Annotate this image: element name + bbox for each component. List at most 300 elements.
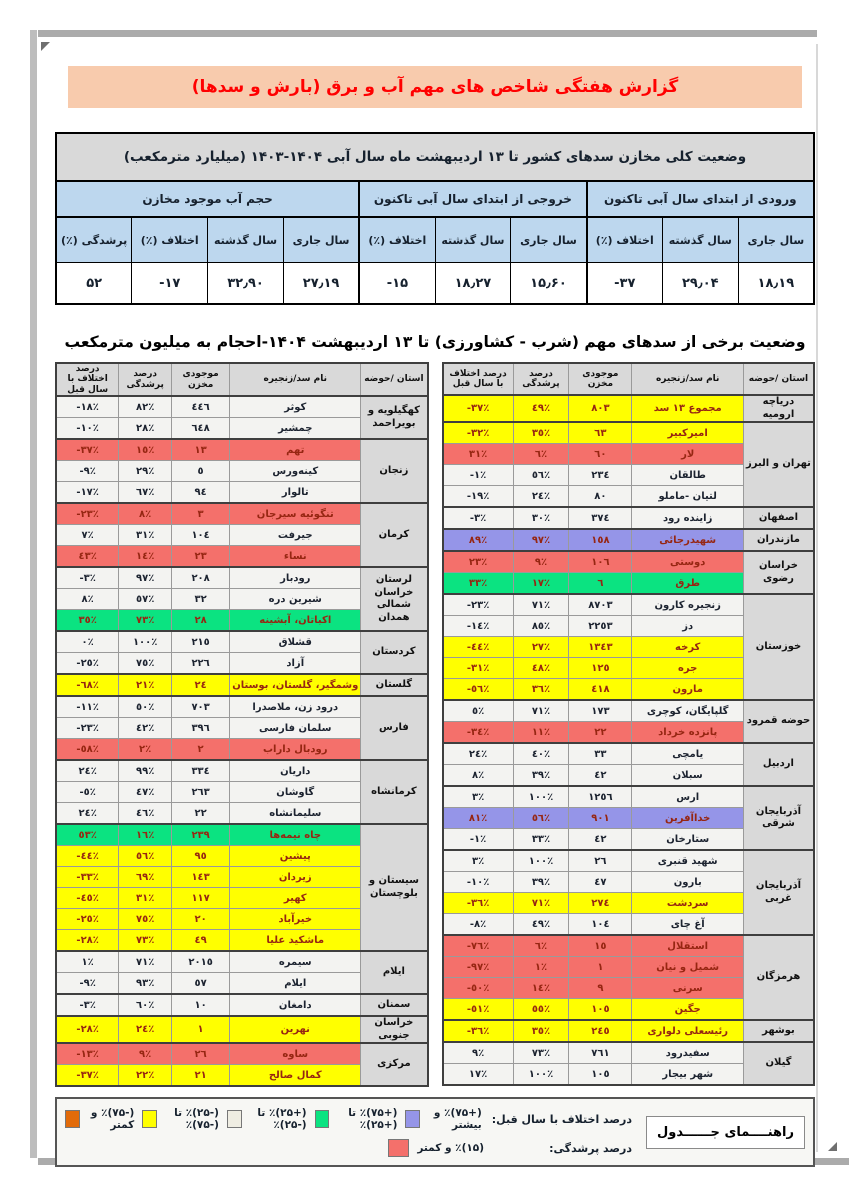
dam-row <box>56 994 428 1016</box>
dam-storage-cell: ١١٧ <box>172 888 230 909</box>
dam-storage-cell: ٧٦١ <box>569 1042 632 1064</box>
province-name: هرمزگان <box>756 971 801 983</box>
dam-row <box>443 529 815 551</box>
report-content <box>55 60 815 1167</box>
dam-fill-percent-cell: ٧٣٪ <box>513 1042 569 1064</box>
frame-corner-marker-bottom <box>828 1142 837 1151</box>
dam-diff-percent-cell: ١٧٪ <box>443 1064 514 1086</box>
dam-row <box>56 503 428 525</box>
province-name: خراسان رضوی <box>758 560 798 584</box>
dams-column-header: درصد اختلاف با سال قبل <box>443 363 514 395</box>
province-name: اردبیل <box>762 758 794 770</box>
dam-name-cell: سردشت <box>632 893 743 914</box>
dam-name-cell: شیرین دره <box>230 589 361 610</box>
summary-table <box>55 132 815 305</box>
dam-name-cell: ایلام <box>230 973 361 995</box>
dam-diff-percent-cell: ٣١٪ <box>443 444 514 465</box>
province-cell <box>743 743 814 786</box>
dam-name-cell: رئیسعلی دلواری <box>632 1020 743 1042</box>
dam-fill-percent-cell: ٧١٪ <box>513 700 569 722</box>
dam-name-cell: طرق <box>632 573 743 595</box>
dam-fill-percent-cell: ٤٠٪ <box>513 743 569 765</box>
dam-row <box>56 1016 428 1043</box>
dam-fill-percent-cell: ٧٥٪ <box>119 909 172 930</box>
province-name: گیلان <box>765 1057 792 1069</box>
dam-diff-percent-cell: -٣٧٪ <box>56 1065 119 1087</box>
dam-row <box>56 760 428 782</box>
dam-storage-cell: ٢٣٩ <box>172 824 230 846</box>
dam-name-cell: ستارخان <box>632 829 743 851</box>
dams-column-header: نام سد/زنجیره <box>632 363 743 395</box>
dam-fill-percent-cell: ٣٩٪ <box>513 765 569 787</box>
dam-storage-cell: ٩٥ <box>172 846 230 867</box>
dam-diff-percent-cell: -٩٪ <box>56 461 119 482</box>
legend-item-text: (-۷۵)٪ و کمتر <box>90 1107 135 1132</box>
dam-name-cell: طالقان <box>632 465 743 486</box>
dam-diff-percent-cell: ٤٣٪ <box>56 546 119 568</box>
dam-fill-percent-cell: ٢١٪ <box>119 674 172 696</box>
dam-fill-percent-cell: ٤٢٪ <box>119 718 172 739</box>
dam-storage-cell: ٢ <box>172 739 230 761</box>
dam-row <box>56 951 428 973</box>
dam-fill-percent-cell: ٣٠٪ <box>513 507 569 529</box>
dam-fill-percent-cell: ١٦٪ <box>119 824 172 846</box>
dam-row <box>56 696 428 718</box>
yellow-swatch <box>142 1110 157 1128</box>
dam-name-cell: پیشین <box>230 846 361 867</box>
dam-storage-cell: ٢٢ <box>172 803 230 825</box>
dam-name-cell: امیرکبیر <box>632 422 743 444</box>
dam-diff-percent-cell: ٨٪ <box>443 765 514 787</box>
dam-storage-cell: ٩٤ <box>172 482 230 504</box>
dam-name-cell: گلپایگان، کوچری <box>632 700 743 722</box>
dam-diff-percent-cell: -١١٪ <box>56 696 119 718</box>
dams-column-header: استان /حوضه <box>743 363 814 395</box>
dam-diff-percent-cell: -٣٧٪ <box>443 395 514 422</box>
frame-left-bar <box>30 30 37 1158</box>
dam-name-cell: جره <box>632 658 743 679</box>
dam-row <box>443 1042 815 1064</box>
legend <box>55 1097 815 1167</box>
province-cell <box>361 567 428 631</box>
province-name: لرستان <box>375 574 412 586</box>
report-title-text: گزارش هفتگی شاخص های مهم آب و برق (بارش و سدها) <box>191 77 679 97</box>
dam-diff-percent-cell: ٩٪ <box>443 1042 514 1064</box>
province-name: همدان <box>378 611 410 623</box>
dam-storage-cell: ١٣٤٣ <box>569 637 632 658</box>
dam-fill-percent-cell: ١١٪ <box>513 722 569 744</box>
summary-value: ۲۷٫۱۹ <box>283 263 359 305</box>
dam-name-cell: کینه‌ورس <box>230 461 361 482</box>
dam-fill-percent-cell: ٣٩٪ <box>513 872 569 893</box>
dam-fill-percent-cell: ٣٦٪ <box>513 679 569 701</box>
dam-storage-cell: ١٢٥ <box>569 658 632 679</box>
dam-storage-cell: ١٣ <box>172 439 230 461</box>
dam-diff-percent-cell: -٥٪ <box>56 782 119 803</box>
dam-name-cell: گاوشان <box>230 782 361 803</box>
province-cell <box>743 594 814 700</box>
dam-storage-cell: ٦ <box>569 573 632 595</box>
province-name: تهران و البرز <box>745 458 811 470</box>
dam-name-cell: ساوه <box>230 1043 361 1065</box>
dam-diff-percent-cell: -٧٦٪ <box>443 935 514 957</box>
dams-column-header: درصد پرشدگی <box>513 363 569 395</box>
dam-row <box>56 396 428 418</box>
dam-diff-percent-cell: -٢٣٪ <box>56 718 119 739</box>
province-name: خوزستان <box>755 640 802 652</box>
dam-diff-percent-cell: -١٧٪ <box>56 482 119 504</box>
dam-diff-percent-cell: -٤٤٪ <box>443 637 514 658</box>
legend-row-label: درصد اختلاف با سال قبل: <box>491 1112 633 1126</box>
report-title <box>68 66 802 108</box>
dam-storage-cell: ٣٣٤ <box>172 760 230 782</box>
summary-value: -۳۷ <box>587 263 663 305</box>
legend-item <box>315 1107 398 1131</box>
dam-storage-cell: ٢١٥ <box>172 631 230 653</box>
province-name: آذربایجان غربی <box>755 880 801 904</box>
province-cell <box>743 1020 814 1042</box>
dam-row <box>443 786 815 808</box>
province-cell <box>361 824 428 951</box>
dam-name-cell: لتیان -ماملو <box>632 486 743 508</box>
dams-column-header: درصد پرشدگی <box>119 363 172 396</box>
summary-column-label: اختلاف (٪) <box>359 217 435 263</box>
summary-column-label: سال جاری <box>738 217 814 263</box>
legend-items <box>65 1107 482 1131</box>
dams-column-header: استان /حوضه <box>361 363 428 396</box>
province-cell <box>743 850 814 935</box>
dam-fill-percent-cell: ٣١٪ <box>119 525 172 546</box>
dam-diff-percent-cell: -٣٦٪ <box>443 1020 514 1042</box>
dam-row <box>56 567 428 589</box>
dam-diff-percent-cell: ٧٪ <box>56 525 119 546</box>
dam-name-cell: ماشکید علیا <box>230 930 361 952</box>
province-cell <box>743 700 814 743</box>
dam-row <box>443 850 815 872</box>
dam-storage-cell: ١٤٣ <box>172 867 230 888</box>
dam-diff-percent-cell: ٨٩٪ <box>443 529 514 551</box>
dam-diff-percent-cell: ٥٣٪ <box>56 824 119 846</box>
province-name: سمنان <box>377 998 411 1010</box>
dam-storage-cell: ٦٣ <box>569 422 632 444</box>
dam-row <box>56 674 428 696</box>
summary-value: ۱۸٫۱۹ <box>738 263 814 305</box>
dam-diff-percent-cell: -٤٤٪ <box>56 846 119 867</box>
dam-name-cell: دامغان <box>230 994 361 1016</box>
dam-name-cell: رودبار <box>230 567 361 589</box>
dam-fill-percent-cell: ١٤٪ <box>119 546 172 568</box>
province-cell <box>743 507 814 529</box>
legend-item <box>388 1139 484 1157</box>
dam-storage-cell: ٢٢ <box>569 722 632 744</box>
dam-storage-cell: ١٢٥٦ <box>569 786 632 808</box>
dam-storage-cell: ١ <box>569 957 632 978</box>
dam-row <box>443 935 815 957</box>
dam-fill-percent-cell: ٩٧٪ <box>119 567 172 589</box>
summary-value: -۱۷ <box>132 263 208 305</box>
dams-column-header: موجودی مخزن <box>569 363 632 395</box>
dam-diff-percent-cell: -٢٥٪ <box>56 909 119 930</box>
dam-storage-cell: ٥ <box>172 461 230 482</box>
province-name: حوضه قمرود <box>746 715 811 727</box>
dam-fill-percent-cell: ٢٤٪ <box>119 1016 172 1043</box>
dam-storage-cell: ٥٧ <box>172 973 230 995</box>
dam-storage-cell: ٢٠٨ <box>172 567 230 589</box>
dam-fill-percent-cell: ٢٤٪ <box>513 486 569 508</box>
province-name: کردستان <box>372 646 416 658</box>
summary-value: ۳۲٫۹۰ <box>208 263 284 305</box>
dam-fill-percent-cell: ٩٩٪ <box>119 760 172 782</box>
dam-diff-percent-cell: ٣٥٪ <box>56 610 119 632</box>
summary-column-label: سال گذشته <box>662 217 738 263</box>
dam-fill-percent-cell: ٦٪ <box>513 444 569 465</box>
dam-fill-percent-cell: ٦٠٪ <box>119 994 172 1016</box>
dam-fill-percent-cell: ١٠٠٪ <box>513 786 569 808</box>
dam-row <box>443 422 815 444</box>
dam-fill-percent-cell: ٨٢٪ <box>119 396 172 418</box>
dam-fill-percent-cell: ٥٥٪ <box>513 999 569 1021</box>
dam-name-cell: خداآفرین <box>632 808 743 829</box>
dam-diff-percent-cell: -٣١٪ <box>443 658 514 679</box>
orange-swatch <box>65 1110 80 1128</box>
dam-name-cell: سبلان <box>632 765 743 787</box>
dam-fill-percent-cell: ٣٥٪ <box>513 422 569 444</box>
dam-storage-cell: ٩ <box>569 978 632 999</box>
dam-name-cell: نساء <box>230 546 361 568</box>
dam-name-cell: تالوار <box>230 482 361 504</box>
summary-group-label: ورودی از ابتدای سال آبی تاکنون <box>587 181 814 217</box>
dam-name-cell: چمشیر <box>230 418 361 440</box>
province-name: فارس <box>378 721 409 733</box>
dams-column-header: موجودی مخزن <box>172 363 230 396</box>
dam-fill-percent-cell: ٩٪ <box>119 1043 172 1065</box>
dam-fill-percent-cell: ٢٨٪ <box>119 418 172 440</box>
legend-item <box>142 1107 219 1131</box>
dam-diff-percent-cell: ٢٤٪ <box>443 743 514 765</box>
summary-caption: وضعیت کلی مخازن سدهای کشور تا ۱۳ اردیبهشت ماه سال آبی ۱۴۰۴-۱۴۰۳ (میلیارد مترمکعب) <box>56 133 814 181</box>
dam-storage-cell: ١٠٥ <box>569 1064 632 1086</box>
summary-column-label: سال گذشته <box>208 217 284 263</box>
dam-name-cell: دوستی <box>632 551 743 573</box>
dam-fill-percent-cell: ٨٥٪ <box>513 616 569 637</box>
dam-diff-percent-cell: -٣٤٪ <box>443 722 514 744</box>
dam-storage-cell: ٢٤٥ <box>569 1020 632 1042</box>
dam-fill-percent-cell: ٥٦٪ <box>119 846 172 867</box>
dam-fill-percent-cell: ٣٥٪ <box>513 1020 569 1042</box>
dam-storage-cell: ٢٠١٥ <box>172 951 230 973</box>
dam-storage-cell: ٣ <box>172 503 230 525</box>
dam-storage-cell: ١٧٣ <box>569 700 632 722</box>
dam-name-cell: آغ چای <box>632 914 743 936</box>
dam-storage-cell: ٢٦ <box>172 1043 230 1065</box>
dam-storage-cell: ١٠٤ <box>172 525 230 546</box>
dam-diff-percent-cell: ٨١٪ <box>443 808 514 829</box>
dam-fill-percent-cell: ٧١٪ <box>513 594 569 616</box>
dam-name-cell: دز <box>632 616 743 637</box>
dam-diff-percent-cell: ٥٪ <box>443 700 514 722</box>
dam-storage-cell: ١ <box>172 1016 230 1043</box>
dam-fill-percent-cell: ٦٩٪ <box>119 867 172 888</box>
dam-row <box>443 700 815 722</box>
legend-item <box>65 1107 134 1131</box>
summary-column-label: سال جاری <box>511 217 587 263</box>
dam-name-cell: بارون <box>632 872 743 893</box>
legend-item-text: (+۷۵)٪ و بیشتر <box>433 1107 482 1132</box>
province-name: آذربایجان شرقی <box>755 805 801 829</box>
dams-table-left <box>55 362 429 1087</box>
frame-top-bar <box>38 30 817 37</box>
dam-fill-percent-cell: ٥٦٪ <box>513 808 569 829</box>
dam-diff-percent-cell: -١٩٪ <box>443 486 514 508</box>
dam-name-cell: چاه نیمه‌ها <box>230 824 361 846</box>
dam-name-cell: یامچی <box>632 743 743 765</box>
summary-value: ۲۹٫۰۴ <box>662 263 738 305</box>
summary-column-label: سال گذشته <box>435 217 511 263</box>
dam-storage-cell: ٨٧٠٣ <box>569 594 632 616</box>
dams-table-title-text: وضعیت برخی از سدهای مهم (شرب - کشاورزی) تا ۱۳ اردیبهشت ۱۴۰۴-احجام به میلیون مترمکعب <box>64 333 806 351</box>
dam-name-cell: مجموع ١٣ سد <box>632 395 743 422</box>
dam-storage-cell: ٣٢ <box>172 589 230 610</box>
province-cell <box>361 503 428 567</box>
dam-diff-percent-cell: ٠٪ <box>56 631 119 653</box>
dam-storage-cell: ٨٠٣ <box>569 395 632 422</box>
dam-storage-cell: ١٠٥ <box>569 999 632 1021</box>
dam-diff-percent-cell: -٣٪ <box>443 507 514 529</box>
dam-fill-percent-cell: ٧١٪ <box>513 893 569 914</box>
dams-table-right <box>442 362 816 1086</box>
dam-name-cell: سلیمانشاه <box>230 803 361 825</box>
legend-row-label: درصد پرشدگی: <box>549 1141 633 1155</box>
dam-storage-cell: ٣٧٤ <box>569 507 632 529</box>
dam-diff-percent-cell: -٤٥٪ <box>56 888 119 909</box>
dam-diff-percent-cell: -١٪ <box>443 829 514 851</box>
summary-value: ۱۵٫۶۰ <box>511 263 587 305</box>
dam-row <box>443 395 815 422</box>
province-name: دریاچه ارومیه <box>762 396 795 420</box>
dam-diff-percent-cell: -٢٣٪ <box>56 503 119 525</box>
dam-name-cell: استقلال <box>632 935 743 957</box>
dam-name-cell: کوثر <box>230 396 361 418</box>
province-name: خراسان جنوبی <box>374 1017 414 1041</box>
province-cell <box>361 674 428 696</box>
summary-caption-row <box>56 133 814 181</box>
dam-fill-percent-cell: ٤٨٪ <box>513 658 569 679</box>
dam-diff-percent-cell: -١٤٪ <box>443 616 514 637</box>
dam-name-cell: تنگوئیه سیرجان <box>230 503 361 525</box>
summary-column-label: اختلاف (٪) <box>132 217 208 263</box>
province-cell <box>361 760 428 824</box>
dam-row <box>443 1020 815 1042</box>
dam-diff-percent-cell: -٥١٪ <box>443 999 514 1021</box>
summary-value: -۱۵ <box>359 263 435 305</box>
dam-diff-percent-cell: -٥٠٪ <box>443 978 514 999</box>
dam-name-cell: درود زن، ملاصدرا <box>230 696 361 718</box>
dam-name-cell: سفیدرود <box>632 1042 743 1064</box>
beige-swatch <box>227 1110 242 1128</box>
dam-name-cell: آزاد <box>230 653 361 675</box>
dam-row <box>56 824 428 846</box>
dam-row <box>56 1043 428 1065</box>
summary-group-header-row <box>56 181 814 217</box>
dam-name-cell: داریان <box>230 760 361 782</box>
dam-name-cell: کمال صالح <box>230 1065 361 1087</box>
dam-row <box>443 507 815 529</box>
dam-storage-cell: ٤٢ <box>569 765 632 787</box>
dam-storage-cell: ٢٧٤ <box>569 893 632 914</box>
dam-diff-percent-cell: -٨٪ <box>443 914 514 936</box>
dam-storage-cell: ٦٠ <box>569 444 632 465</box>
frame-right-line <box>816 44 818 1152</box>
dam-diff-percent-cell: -٣٦٪ <box>443 893 514 914</box>
dam-storage-cell: ٢٣٤ <box>569 465 632 486</box>
dams-table-title <box>55 327 815 357</box>
dam-fill-percent-cell: ٢٩٪ <box>119 461 172 482</box>
dam-fill-percent-cell: ٩٪ <box>513 551 569 573</box>
dam-fill-percent-cell: ١٪ <box>513 957 569 978</box>
province-name: سیستان و بلوچستان <box>368 875 419 899</box>
summary-values-row <box>56 263 814 305</box>
dam-row <box>443 551 815 573</box>
summary-group-label: خروجی از ابتدای سال آبی تاکنون <box>359 181 586 217</box>
dam-fill-percent-cell: ٨٪ <box>119 503 172 525</box>
dams-column-header: نام سد/زنجیره <box>230 363 361 396</box>
dam-name-cell: شمیل و نیان <box>632 957 743 978</box>
legend-item <box>405 1107 481 1131</box>
province-name: خراسان شمالی <box>374 586 414 611</box>
dam-storage-cell: ٣٣ <box>569 743 632 765</box>
dam-diff-percent-cell: -٢٥٪ <box>56 653 119 675</box>
dam-row <box>56 439 428 461</box>
dam-name-cell: خیرآباد <box>230 909 361 930</box>
dam-fill-percent-cell: ١٥٪ <box>119 439 172 461</box>
dam-name-cell: زاینده رود <box>632 507 743 529</box>
province-name: بوشهر <box>762 1024 795 1036</box>
dam-diff-percent-cell: -٢٨٪ <box>56 930 119 952</box>
dam-fill-percent-cell: ٢٧٪ <box>513 637 569 658</box>
dam-name-cell: کرخه <box>632 637 743 658</box>
dam-diff-percent-cell: -١٪ <box>443 465 514 486</box>
dam-diff-percent-cell: -٣٧٪ <box>56 439 119 461</box>
dam-storage-cell: ٨٠ <box>569 486 632 508</box>
dam-fill-percent-cell: ٤٧٪ <box>119 782 172 803</box>
dam-fill-percent-cell: ٦٪ <box>513 935 569 957</box>
dam-storage-cell: ٢٢٦ <box>172 653 230 675</box>
dam-name-cell: قشلاق <box>230 631 361 653</box>
province-cell <box>361 951 428 994</box>
dam-diff-percent-cell: -٣٣٪ <box>56 867 119 888</box>
dam-fill-percent-cell: ٣١٪ <box>119 888 172 909</box>
dam-name-cell: وشمگیر، گلستان، بوستان <box>230 674 361 696</box>
dam-name-cell: شهید قنبری <box>632 850 743 872</box>
dam-diff-percent-cell: -٢٣٪ <box>443 594 514 616</box>
legend-item <box>227 1107 307 1131</box>
dam-fill-percent-cell: ١٠٠٪ <box>513 1064 569 1086</box>
dam-name-cell: جیرفت <box>230 525 361 546</box>
dam-row <box>443 743 815 765</box>
summary-subheader-row <box>56 217 814 263</box>
dams-tables <box>55 362 815 1087</box>
dam-fill-percent-cell: ٩٧٪ <box>513 529 569 551</box>
dam-diff-percent-cell: ٢٤٪ <box>56 803 119 825</box>
purple-swatch <box>405 1110 420 1128</box>
dam-storage-cell: ٤٩ <box>172 930 230 952</box>
dam-fill-percent-cell: ٤٩٪ <box>513 395 569 422</box>
dam-diff-percent-cell: ١٪ <box>56 951 119 973</box>
dam-fill-percent-cell: ١٠٠٪ <box>119 631 172 653</box>
dam-diff-percent-cell: -٢٨٪ <box>56 1016 119 1043</box>
dam-storage-cell: ٢٣ <box>172 546 230 568</box>
frame-corner-marker-top <box>41 42 50 51</box>
